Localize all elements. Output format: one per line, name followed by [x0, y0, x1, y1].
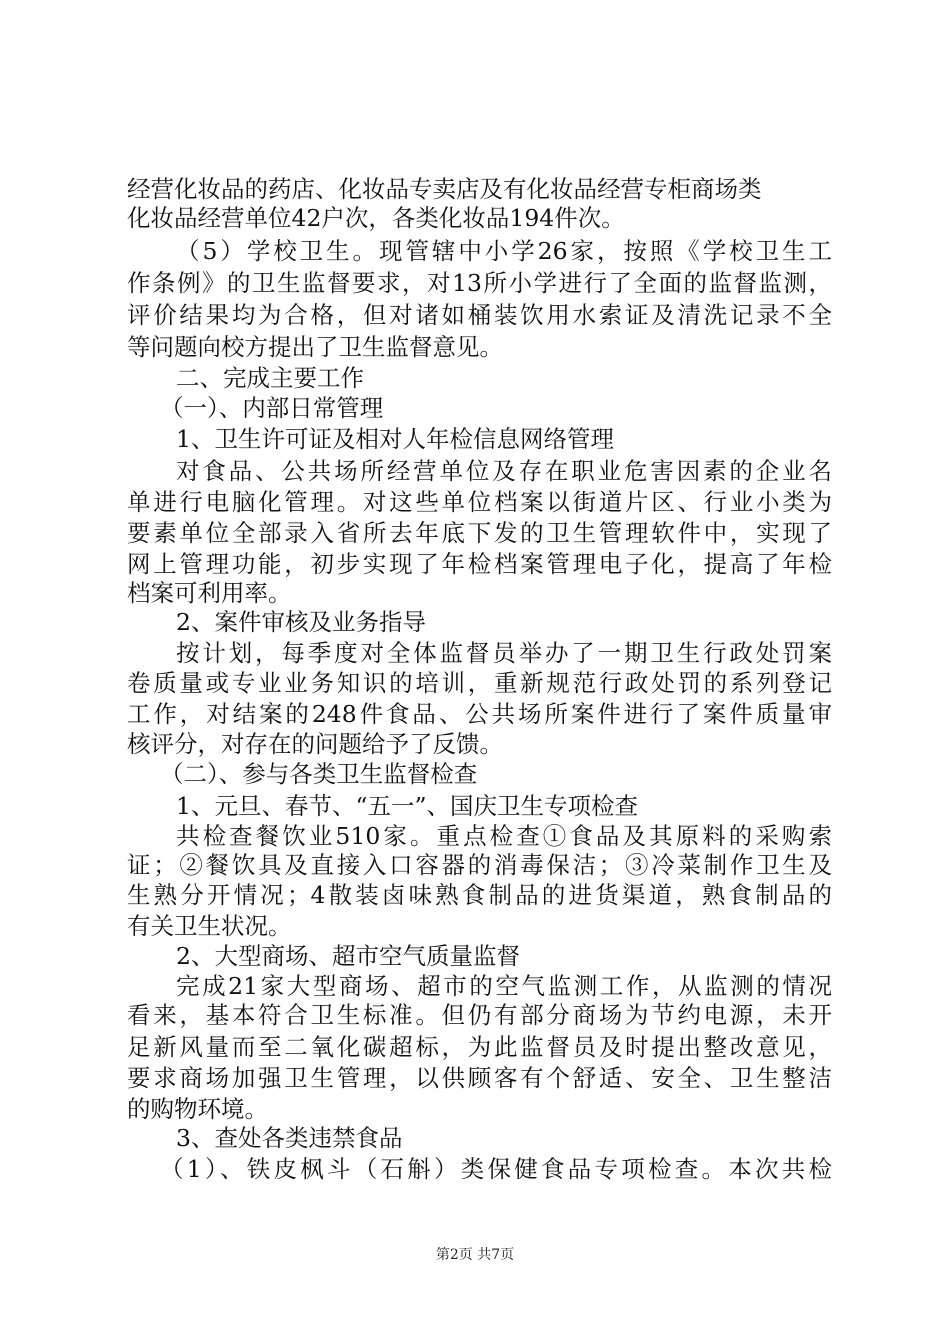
- text-line: 要素单位全部录入省所去年底下发的卫生管理软件中，实现了: [127, 519, 832, 547]
- text-line: 对食品、公共场所经营单位及存在职业危害因素的企业名: [176, 457, 832, 485]
- text-line: 等问题向校方提出了卫生监督意见。: [127, 333, 503, 361]
- text-line: 要求商场加强卫生管理，以供顾客有个舒适、安全、卫生整洁: [127, 1064, 832, 1092]
- text-line: 网上管理功能，初步实现了年检档案管理电子化，提高了年检: [127, 550, 832, 578]
- subsection-heading: （二）、参与各类卫生监督检查: [160, 760, 478, 788]
- item-heading: 1、元旦、春节、“五一”、国庆卫生专项检查: [176, 792, 638, 820]
- text-line: （1）、铁皮枫斗（石斛）类保健食品专项检查。本次共检: [160, 1155, 832, 1183]
- item-heading: 2、大型商场、超市空气质量监督: [176, 942, 520, 970]
- text-line: 证；②餐饮具及直接入口容器的消毒保洁；③冷菜制作卫生及: [127, 851, 832, 879]
- text-line: 档案可利用率。: [127, 579, 292, 607]
- text-line: 化妆品经营单位42户次，各类化妆品194件次。: [127, 204, 625, 232]
- text-line: 完成21家大型商场、超市的空气监测工作，从监测的情况: [176, 972, 832, 1000]
- text-line: 看来，基本符合卫生标准。但仍有部分商场为节约电源，未开: [127, 1001, 832, 1029]
- text-line: 共检查餐饮业510家。重点检查①食品及其原料的采购索: [176, 822, 832, 850]
- item-heading: 3、查处各类违禁食品: [176, 1124, 403, 1152]
- text-line: 单进行电脑化管理。对这些单位档案以街道片区、行业小类为: [127, 488, 832, 516]
- text-line: 评价结果均为合格，但对诸如桶装饮用水索证及清洗记录不全: [127, 301, 832, 329]
- item-heading: 2、案件审核及业务指导: [176, 608, 426, 636]
- text-line: 卷质量或专业业务知识的培训，重新规范行政处罚的系列登记: [127, 669, 832, 697]
- text-line: （5）学校卫生。现管辖中小学26家，按照《学校卫生工: [176, 237, 832, 265]
- section-heading: 二、完成主要工作: [176, 364, 364, 392]
- text-line: 的购物环境。: [127, 1095, 268, 1123]
- text-line: 有关卫生状况。: [127, 912, 292, 940]
- text-line: 核评分，对存在的问题给予了反馈。: [127, 730, 503, 758]
- text-line: 经营化妆品的药店、化妆品专卖店及有化妆品经营专柜商场类: [127, 175, 762, 203]
- text-line: 工作，对结案的248件食品、公共场所案件进行了案件质量审: [127, 700, 832, 728]
- text-line: 足新风量而至二氧化碳超标，为此监督员及时提出整改意见，: [127, 1033, 832, 1061]
- text-line: 作条例》的卫生监督要求，对13所小学进行了全面的监督监测，: [127, 269, 832, 297]
- page-footer: 第2页 共7页: [435, 1247, 515, 1263]
- text-line: 生熟分开情况；4散装卤味熟食制品的进货渠道，熟食制品的: [127, 881, 832, 909]
- text-line: 按计划，每季度对全体监督员举办了一期卫生行政处罚案: [176, 639, 832, 667]
- item-heading: 1、卫生许可证及相对人年检信息网络管理: [176, 425, 614, 453]
- subsection-heading: （一）、内部日常管理: [160, 394, 384, 422]
